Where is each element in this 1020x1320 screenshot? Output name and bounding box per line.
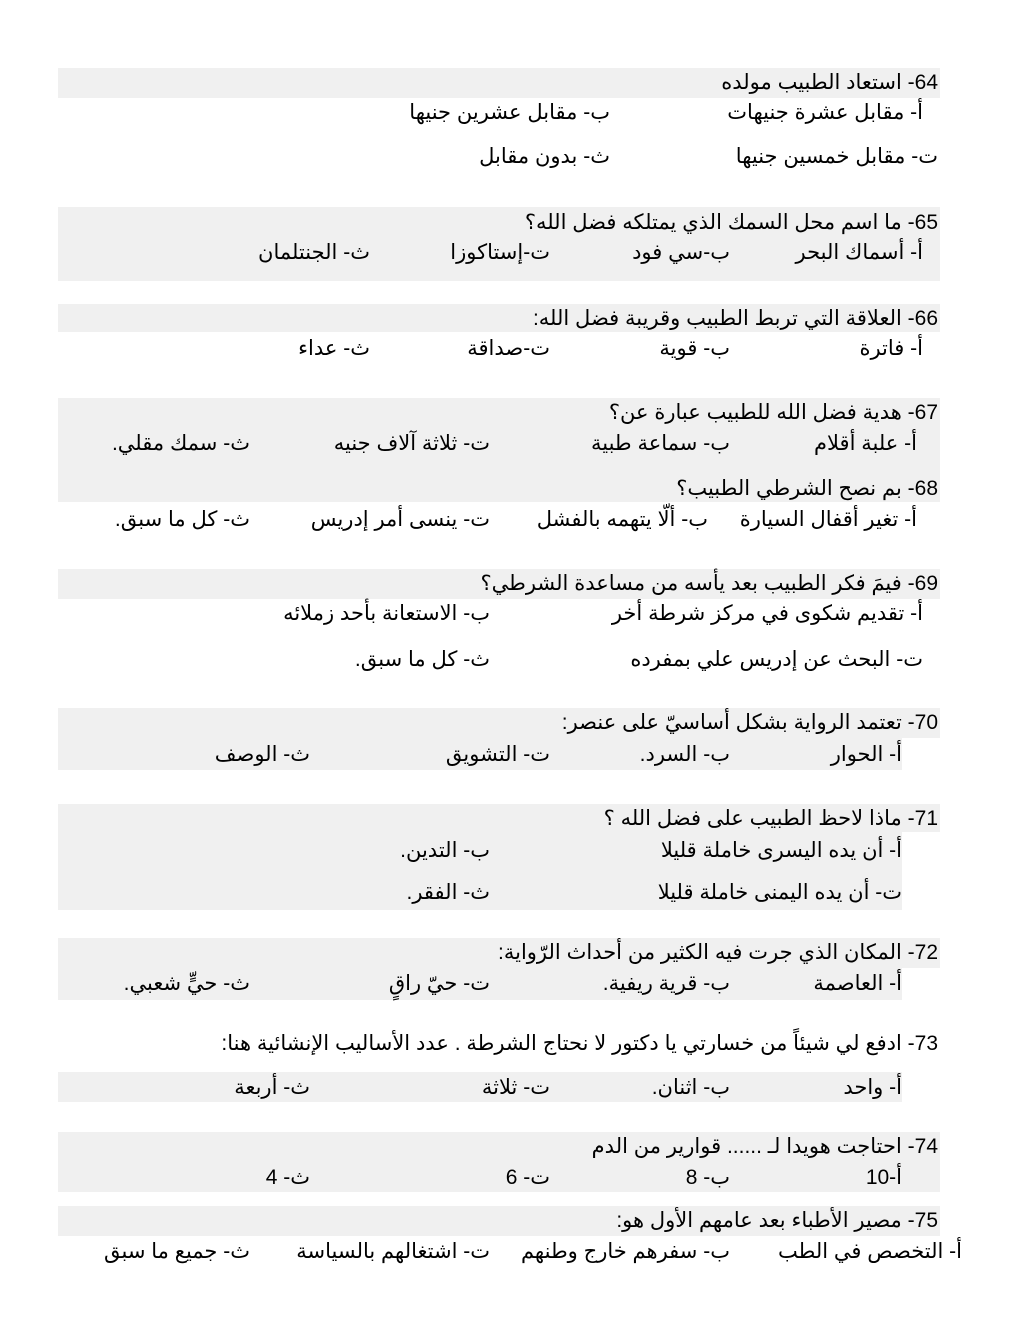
option-b: ب- 8	[685, 1166, 730, 1189]
option-c: ت- ثلاثة	[481, 1076, 550, 1099]
question-stem: 72- المكان الذي جرت فيه الكثير من أحداث الرّواية:	[498, 941, 938, 964]
option-c: ت- البحث عن إدريس علي بمفرده	[630, 648, 923, 671]
option-d: ث- عداء	[298, 337, 370, 360]
option-d: ث- كل ما سبق.	[114, 508, 250, 531]
question-stem: 75- مصير الأطباء بعد عامهم الأول هو:	[616, 1209, 938, 1232]
option-d: ث- الجنتلمان	[258, 241, 370, 264]
option-a: أ- تقديم شكوى في مركز شرطة أخر	[611, 602, 923, 625]
option-a: أ- فاترة	[859, 337, 923, 360]
question-stem: 68- بم نصح الشرطي الطبيب؟	[676, 477, 938, 500]
option-a: أ- علبة أقلام	[814, 432, 917, 455]
option-c: ت- 6	[505, 1166, 550, 1189]
option-c: ت- اشتغالهم بالسياسة	[296, 1240, 490, 1263]
option-d: ث- جميع ما سبق	[104, 1240, 250, 1263]
option-c: ت-صداقة	[467, 337, 550, 360]
question-stem: 69- فيمَ فكر الطبيب بعد يأسه من مساعدة الشرطي؟	[480, 572, 938, 595]
option-a: أ- العاصمة	[813, 972, 902, 995]
option-c: ت- أن يده اليمنى خاملة قليلا	[657, 881, 902, 904]
option-c: ت- حيّ راقٍ	[388, 972, 490, 995]
question-stem: 70- تعتمد الرواية بشكل أساسيّ على عنصر:	[561, 711, 938, 734]
question-stem: 64- استعاد الطبيب مولده	[721, 71, 938, 94]
option-d: ث- 4	[265, 1166, 310, 1189]
option-b: ب- مقابل عشرين جنيها	[409, 101, 610, 124]
option-a: أ- التخصص في الطب	[777, 1240, 962, 1263]
option-d: ث- بدون مقابل	[479, 145, 610, 168]
option-b: ب- اثنان.	[651, 1076, 730, 1099]
option-a: أ- الحوار	[830, 743, 902, 766]
option-a: أ- أن يده اليسرى خاملة قليلا	[660, 839, 902, 862]
option-c: ت- ثلاثة آلاف جنيه	[333, 432, 490, 455]
question-stem: 65- ما اسم محل السمك الذي يمتلكه فضل الله؟	[524, 211, 938, 234]
option-b: ب- قرية ريفية.	[602, 972, 730, 995]
option-b: ب- الاستعانة بأحد زملائه	[283, 602, 490, 625]
option-a: أ- تغير أقفال السيارة	[739, 508, 917, 531]
option-b: ب- سفرهم خارج وطنهم	[520, 1240, 730, 1263]
option-d: ث- سمك مقلي.	[111, 432, 250, 455]
option-a: أ-10	[865, 1166, 902, 1189]
option-c: ت- التشويق	[445, 743, 550, 766]
option-c: ت- ينسى أمر إدريس	[310, 508, 490, 531]
option-d: ث- أربعة	[234, 1076, 310, 1099]
option-b: ب-سي فود	[632, 241, 730, 264]
option-b: ب- قوية	[659, 337, 730, 360]
question-stem: 71- ماذا لاحظ الطبيب على فضل الله ؟	[603, 807, 938, 830]
option-d: ث- كل ما سبق.	[354, 648, 490, 671]
question-band	[58, 1072, 902, 1102]
option-c: ت-إستاكوزا	[450, 241, 550, 264]
option-b: ب- ألّا يتهمه بالفشل	[536, 508, 708, 531]
option-a: أ- مقابل عشرة جنيهات	[727, 101, 923, 124]
question-stem: 74- احتاجت هويدا لـ ...... قوارير من الدم	[591, 1135, 938, 1158]
question-stem: 66- العلاقة التي تربط الطبيب وقريبة فضل الله:	[532, 307, 938, 330]
option-c: ت- مقابل خمسين جنيها	[735, 145, 938, 168]
option-b: ب- سماعة طبية	[590, 432, 730, 455]
option-a: أ- واحد	[843, 1076, 902, 1099]
option-b: ب- التدين.	[400, 839, 490, 862]
option-a: أ- أسماك البحر	[795, 241, 923, 264]
option-d: ث- حيٍّ شعبي.	[123, 972, 250, 995]
question-stem: 73- ادفع لي شيئاً من خسارتي يا دكتور لا نحتاج الشرطة . عدد الأساليب الإنشائية هنا:	[221, 1032, 938, 1055]
option-d: ث- الوصف	[214, 743, 310, 766]
option-b: ب- السرد.	[639, 743, 730, 766]
option-d: ث- الفقر.	[406, 881, 490, 904]
question-stem: 67- هدية فضل الله للطبيب عبارة عن؟	[608, 401, 938, 424]
